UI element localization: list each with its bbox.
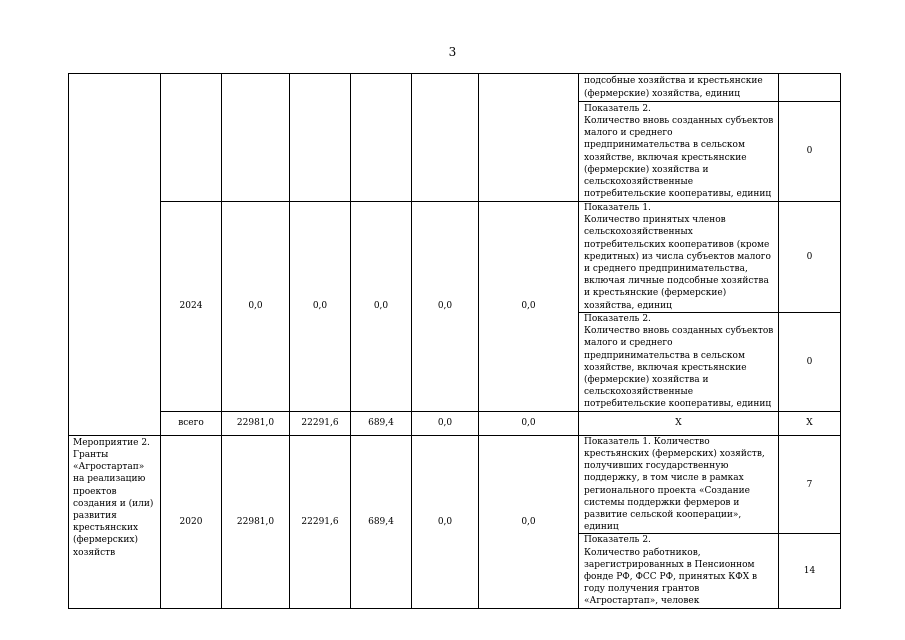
indicator-value-cell: 0 (779, 202, 841, 313)
budget-cell (479, 74, 579, 202)
indicator-cell: X (579, 411, 779, 435)
indicator-value-cell: 7 (779, 435, 841, 534)
budget-cell: 0,0 (479, 411, 579, 435)
budget-cell: 689,4 (351, 435, 412, 608)
page-number: 3 (448, 45, 457, 59)
total-cell: 22981,0 (222, 411, 290, 435)
budget-cell (351, 74, 412, 202)
budget-cell: 0,0 (412, 202, 479, 412)
budget-cell: 0,0 (479, 435, 579, 608)
indicator-cell: подсобные хозяйства и крестьянские (фермерские) хозяйства, единиц (579, 74, 779, 102)
total-cell: 0,0 (222, 202, 290, 412)
indicator-value-cell: X (779, 411, 841, 435)
budget-cell: 22291,6 (290, 411, 351, 435)
total-cell: 22981,0 (222, 435, 290, 608)
budget-cell: 0,0 (412, 411, 479, 435)
indicator-cell: Показатель 2. Количество работников, зарегистрированных в Пенсионном фонде РФ, ФСС РФ, принятых КФХ в году получения грантов «Агростартап», человек (579, 534, 779, 608)
budget-cell (412, 74, 479, 202)
indicator-cell: Показатель 1. Количество принятых членов сельскохозяйственных потребительских кооперативов (кроме кредитных) из числа субъектов малого и среднего предпринимательства, включая личные подсобные хозяйства и крестьянские (фермерские) хозяйства, единиц (579, 202, 779, 313)
table-row (69, 411, 841, 435)
indicator-value-cell (779, 74, 841, 102)
program-table (68, 73, 841, 609)
indicator-value-cell: 0 (779, 102, 841, 202)
budget-cell (290, 74, 351, 202)
indicator-cell: Показатель 1. Количество крестьянских (фермерских) хозяйств, получивших государственную поддержку, в том числе в рамках регионального проекта «Создание системы поддержки фермеров и развитие сельской кооперации», единиц (579, 435, 779, 534)
table-row (69, 74, 841, 102)
indicator-cell: Показатель 2. Количество вновь созданных субъектов малого и среднего предпринимательства в сельском хозяйстве, включая крестьянские (фермерские) хозяйства и сельскохозяйственные потребительские кооперативы, единиц (579, 102, 779, 202)
event-cell-empty (69, 74, 161, 436)
event-2-cell: Мероприятие 2. Гранты «Агростартап» на реализацию проектов создания и (или) развития крестьянских (фермерских) хозяйств (69, 435, 161, 608)
year-cell: всего (161, 411, 222, 435)
budget-cell: 22291,6 (290, 435, 351, 608)
year-cell (161, 74, 222, 202)
table-row (69, 435, 841, 534)
budget-cell: 0,0 (290, 202, 351, 412)
budget-cell: 689,4 (351, 411, 412, 435)
indicator-value-cell: 14 (779, 534, 841, 608)
total-cell (222, 74, 290, 202)
budget-cell: 0,0 (351, 202, 412, 412)
table-row (69, 202, 841, 313)
year-cell: 2020 (161, 435, 222, 608)
budget-cell: 0,0 (479, 202, 579, 412)
indicator-cell: Показатель 2. Количество вновь созданных субъектов малого и среднего предпринимательства в сельском хозяйстве, включая крестьянские (фермерские) хозяйства и сельскохозяйственные потребительские кооперативы, единиц (579, 312, 779, 411)
year-cell: 2024 (161, 202, 222, 412)
indicator-value-cell: 0 (779, 312, 841, 411)
budget-cell: 0,0 (412, 435, 479, 608)
